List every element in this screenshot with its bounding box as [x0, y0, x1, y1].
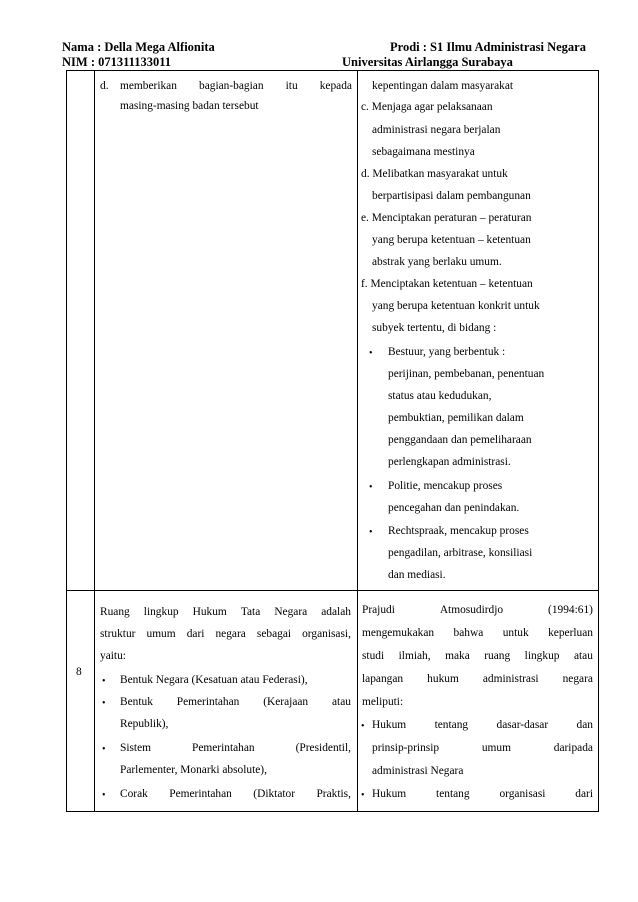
- bullet-icon: •: [369, 482, 373, 493]
- text-line: pencegahan dan penindakan.: [388, 502, 520, 514]
- text-line: Prajudi Atmosudirdjo (1994:61): [362, 604, 593, 616]
- student-id: NIM : 071311133011: [62, 55, 172, 69]
- text-line: dan mediasi.: [388, 569, 446, 581]
- text-line: meliputi:: [362, 696, 404, 708]
- bullet-icon: •: [369, 527, 373, 538]
- text-line: studi ilmiah, maka ruang lingkup atau: [362, 650, 593, 662]
- bullet-item-sistem-pemerintahan: Sistem Pemerintahan (Presidentil,: [120, 742, 351, 754]
- text-line: penggandaan dan pemeliharaan: [388, 434, 532, 446]
- bullet-item-bentuk-pemerintahan: Bentuk Pemerintahan (Kerajaan atau: [120, 696, 351, 708]
- text-line: pengadilan, arbitrase, konsiliasi: [388, 547, 533, 559]
- table-col-divider-1: [94, 70, 95, 812]
- bullet-icon: •: [361, 721, 365, 732]
- list-item-c: c. Menjaga agar pelaksanaan: [361, 101, 493, 113]
- text-line: perijinan, pembebanan, penentuan: [388, 368, 545, 380]
- text-line: prinsip-prinsip umum daripada: [372, 742, 593, 754]
- text-line: subyek tertentu, di bidang :: [372, 322, 497, 334]
- text-line: administrasi negara berjalan: [372, 124, 501, 136]
- bullet-item-bentuk-negara: Bentuk Negara (Kesatuan atau Federasi),: [120, 674, 308, 686]
- university-name: Universitas Airlangga Surabaya: [342, 55, 513, 69]
- text-line: perlengkapan administrasi.: [388, 456, 511, 468]
- table-row-divider: [66, 590, 599, 591]
- table-border-left: [66, 70, 67, 812]
- bullet-item-politie: Politie, mencakup proses: [388, 480, 503, 492]
- text-line: yang berupa ketentuan konkrit untuk: [372, 300, 540, 312]
- bullet-icon: •: [369, 348, 373, 359]
- bullet-item-hukum-dasar: Hukum tentang dasar-dasar dan: [372, 719, 593, 731]
- text-line: berpartisipasi dalam pembangunan: [372, 190, 531, 202]
- text-line: mengemukakan bahwa untuk keperluan: [362, 627, 593, 639]
- text-line: Republik),: [120, 718, 169, 730]
- row-number: 8: [76, 666, 82, 678]
- list-marker: d.: [100, 80, 109, 92]
- text-line: sebagaimana mestinya: [372, 146, 475, 158]
- table-col-divider-2: [357, 70, 358, 812]
- text-line: pembuktian, pemilikan dalam: [388, 412, 524, 424]
- author-name: Nama : Della Mega Alfionita: [62, 40, 215, 54]
- bullet-item-bestuur: Bestuur, yang berbentuk :: [388, 346, 506, 358]
- text-line: administrasi Negara: [372, 765, 464, 777]
- list-item-e: e. Menciptakan peraturan – peraturan: [361, 212, 532, 224]
- bullet-icon: •: [102, 676, 106, 687]
- bullet-icon: •: [102, 698, 106, 709]
- list-item-d: d. Melibatkan masyarakat untuk: [361, 168, 508, 180]
- text-line: lapangan hukum administrasi negara: [362, 673, 593, 685]
- bullet-icon: •: [102, 790, 106, 801]
- text-line: Ruang lingkup Hukum Tata Negara adalah: [100, 606, 351, 618]
- text-line: yang berupa ketentuan – ketentuan: [372, 234, 531, 246]
- bullet-item-corak-pemerintahan: Corak Pemerintahan (Diktator Praktis,: [120, 788, 351, 800]
- table-border-right: [598, 70, 599, 812]
- text-line: kepentingan dalam masyarakat: [372, 80, 514, 92]
- study-program: Prodi : S1 Ilmu Administrasi Negara: [390, 40, 586, 54]
- text-line: abstrak yang berlaku umum.: [372, 256, 502, 268]
- table-bottom-border: [66, 811, 599, 812]
- list-item-d-line-1: memberikan bagian-bagian itu kepada: [120, 80, 352, 92]
- text-line: Parlementer, Monarki absolute),: [120, 764, 267, 776]
- text-line: status atau kedudukan,: [388, 390, 492, 402]
- table-top-border: [66, 70, 599, 71]
- bullet-item-hukum-organisasi: Hukum tentang organisasi dari: [372, 788, 593, 800]
- bullet-item-rechtspraak: Rechtspraak, mencakup proses: [388, 525, 529, 537]
- text-line: struktur umum dari negara sebagai organisasi,: [100, 628, 351, 640]
- list-item-f: f. Menciptakan ketentuan – ketentuan: [361, 278, 533, 290]
- bullet-icon: •: [102, 744, 106, 755]
- bullet-icon: •: [361, 790, 365, 801]
- list-item-d-line-2: masing-masing badan tersebut: [120, 100, 259, 112]
- text-line: yaitu:: [100, 650, 126, 662]
